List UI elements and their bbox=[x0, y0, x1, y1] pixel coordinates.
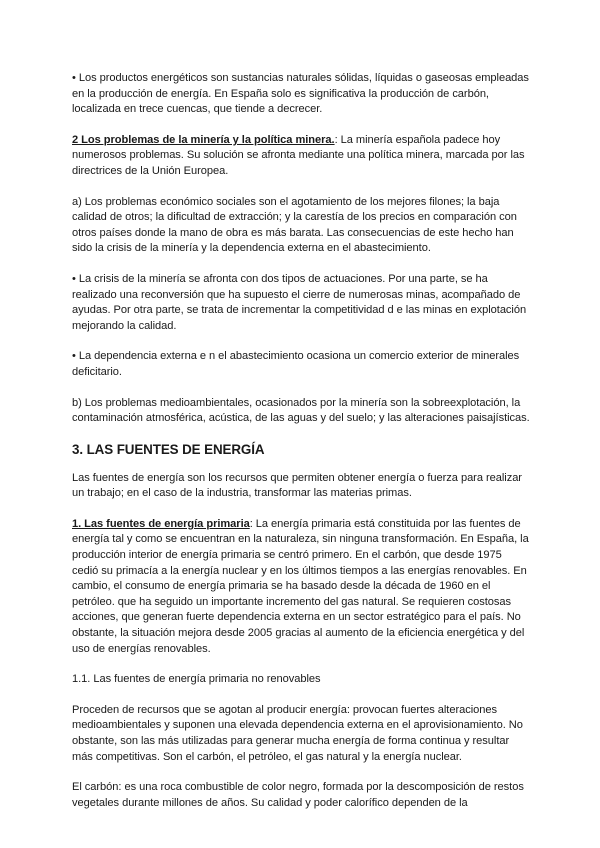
paragraph-external-dependence: • La dependencia externa e n el abastecimiento ocasiona un comercio exterior de minerales deficitario. bbox=[72, 350, 520, 378]
paragraph-mining-crisis: • La crisis de la minería se afronta con dos tipos de actuaciones. Por una parte, se ha realizado una reconversión que ha supuesto el cierre de numerosas minas, acompañado de ayudas. Por otra parte, se trata de incrementar la competitividad d e las minas en explotación mejorando la calidad. bbox=[72, 272, 527, 332]
paragraph-coal: El carbón: es una roca combustible de color negro, formada por la descomposición de restos vegetales durante millones de años. Su calidad y poder calorífico dependen de la bbox=[72, 781, 524, 809]
paragraph-environmental-problems: b) Los problemas medioambientales, ocasionados por la minería son la sobreexplotación, la contaminación atmosférica, acústica, de las aguas y del suelo; y las alteraciones paisajísticas. bbox=[72, 396, 530, 425]
paragraph-energy-sources-definition: Las fuentes de energía son los recursos que permiten obtener energía o fuerza para realizar un trabajo; en el caso de la industria, transformar las materias primas. bbox=[72, 471, 522, 500]
section-heading-energy-sources: 3. LAS FUENTES DE ENERGÍA bbox=[72, 441, 265, 457]
paragraph-non-renewable: Proceden de recursos que se agotan al producir energía: provocan fuertes alteraciones medioambientales y suponen una elevada dependencia externa en el aprovisionamiento. No obstante, son las más utilizadas para generar mucha energía de forma continua y resultar más competitivas. Son el carbón, el petróleo, el gas natural y la energía nuclear. bbox=[72, 703, 523, 763]
paragraph-mining-problems bbox=[72, 133, 530, 180]
section-text-primary-energy: : La energía primaria está constituida por las fuentes de energía tal y como se encuentran en la naturaleza, sin ninguna transformación. En España, la producción interior de energía primaria se centró primero. En el carbón, que desde 1975 cedió su primacía a la energía nuclear y en los últimos tiempos a las energías renovables. En cambio, el consumo de energía primaria se ha basado desde la década de 1960 en el petróleo. que ha seguido un importante incremento del gas natural. Se requieren costosas acciones, que generan fuerte dependencia externa en un sector estratégico para el país. No obstante, la situación mejora desde 2005 gracias al aumento de la eficiencia energética y del uso de energías renovables. bbox=[72, 517, 529, 655]
section-text-mining-problems: : La minería española padece hoy numerosos problemas. Su solución se afronta mediante una política minera, marcada por las directrices de la Unión Europea. bbox=[72, 133, 525, 177]
paragraph-socioeconomic-problems: a) Los problemas económico sociales son el agotamiento de los mejores filones; la baja calidad de otros; la dificultad de extracción; y la carestía de los precios en comparación con otros países donde la mano de obra es más barata. Las consecuencias de este hecho han sido la crisis de la minería y la dependencia externa en el abastecimiento. bbox=[72, 195, 517, 255]
section-heading-mining-problems: 2 Los problemas de la minería y la política minera. bbox=[72, 133, 335, 146]
section-heading-primary-energy: 1. Las fuentes de energía primaria bbox=[72, 517, 250, 530]
paragraph-primary-energy bbox=[72, 517, 530, 657]
paragraph-energy-products: • Los productos energéticos son sustancias naturales sólidas, líquidas o gaseosas empleadas en la producción de energía. En España solo es significativa la producción de carbón, localizada en trece cuencas, que tiende a decrecer. bbox=[72, 72, 529, 116]
subsection-heading-non-renewable: 1.1. Las fuentes de energía primaria no renovables bbox=[72, 673, 321, 686]
